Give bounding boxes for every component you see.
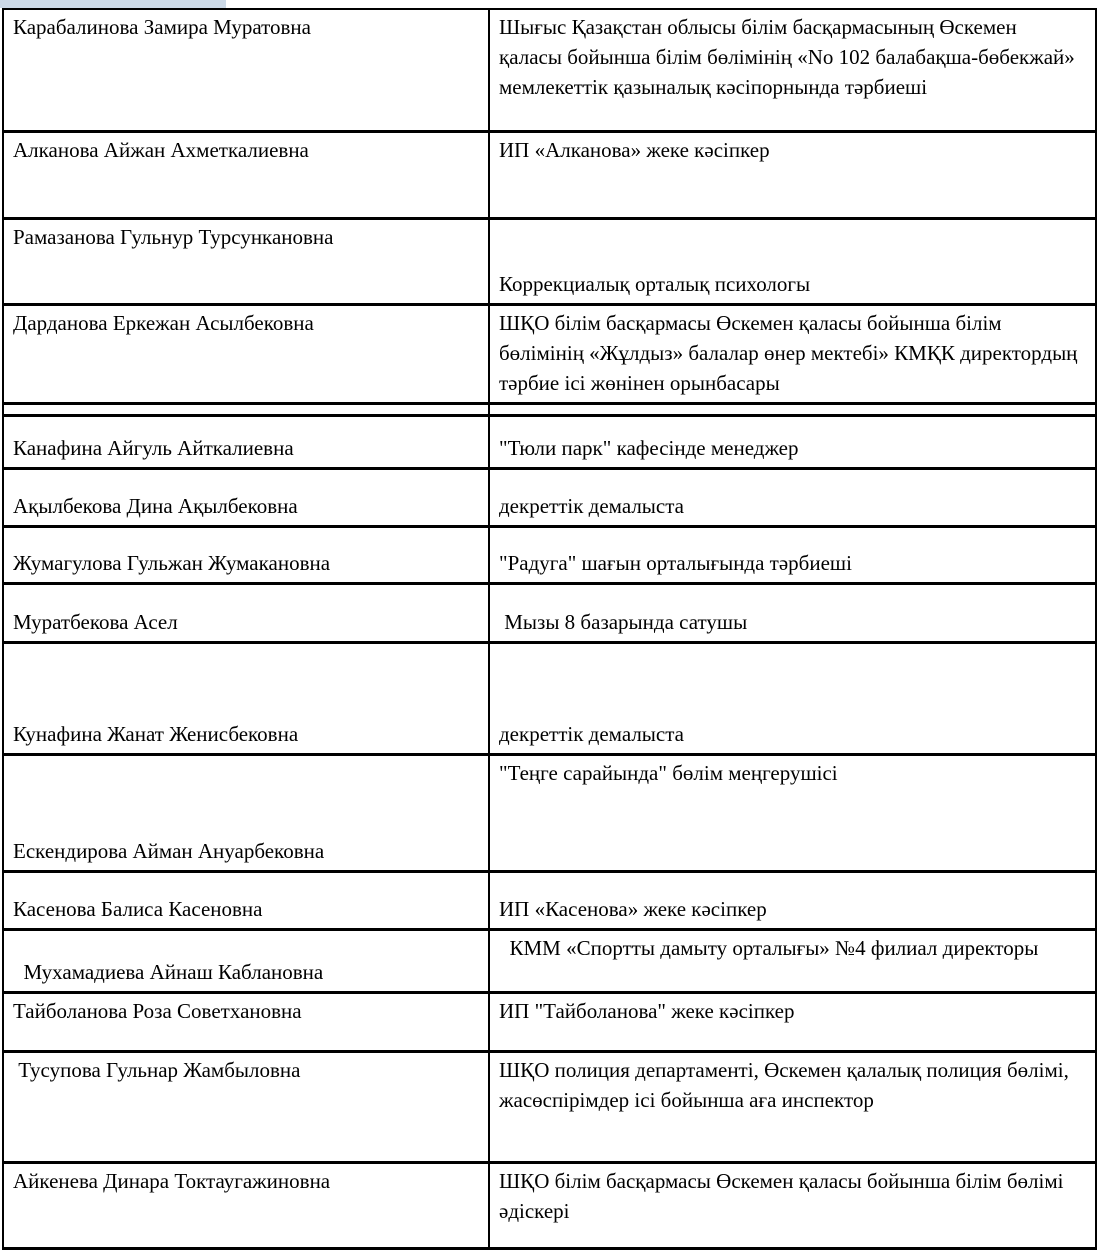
position-cell: ИП «Алканова» жеке кәсіпкер	[489, 131, 1096, 218]
table-row	[3, 1051, 1096, 1162]
position-cell: декреттік демалыста	[489, 642, 1096, 754]
position-cell: декреттік демалыста	[489, 468, 1096, 526]
position-cell: ШҚО полиция департаменті, Өскемен қалалық полиция бөлімі, жасөспірімдер ісі бойынша аға инспектор	[489, 1051, 1096, 1162]
table-row	[3, 415, 1096, 468]
position-cell: ШҚО білім басқармасы Өскемен қаласы бойынша білім бөлімінің «Жұлдыз» балалар өнер мектебі» КМҚК директордың тәрбие ісі жөнінен орынбасары	[489, 304, 1096, 403]
table-row-spacer	[3, 403, 1096, 415]
position-cell	[489, 403, 1096, 415]
position-cell: Мызы 8 базарында сатушы	[489, 583, 1096, 642]
position-cell: ШҚО білім басқармасы Өскемен қаласы бойынша білім бөлімі әдіскері	[489, 1162, 1096, 1249]
name-cell: Ескендирова Айман Ануарбековна	[3, 754, 489, 871]
name-cell: Муратбекова Асел	[3, 583, 489, 642]
table-row	[3, 468, 1096, 526]
position-cell: Шығыс Қазақстан облысы білім басқармасының Өскемен қаласы бойынша білім бөлімінің «No 102 балабақша-бөбекжай» мемлекеттік қазыналық кәсіпорнында тәрбиеші	[489, 9, 1096, 131]
table-row	[3, 1162, 1096, 1249]
table-row	[3, 583, 1096, 642]
name-cell: Тусупова Гульнар Жамбыловна	[3, 1051, 489, 1162]
table-row	[3, 929, 1096, 992]
name-cell: Дарданова Еркежан Асылбековна	[3, 304, 489, 403]
table-row	[3, 304, 1096, 403]
name-cell: Рамазанова Гульнур Турсункановна	[3, 218, 489, 304]
name-cell: Мухамадиева Айнаш Каблановна	[3, 929, 489, 992]
name-cell: Кунафина Жанат Женисбековна	[3, 642, 489, 754]
table-row	[3, 218, 1096, 304]
position-cell: ИП "Тайболанова" жеке кәсіпкер	[489, 992, 1096, 1051]
table-row	[3, 754, 1096, 871]
name-cell: Алканова Айжан Ахметкалиевна	[3, 131, 489, 218]
position-cell: "Теңге сарайында" бөлім меңгерушісі	[489, 754, 1096, 871]
position-cell: КММ «Спортты дамыту орталығы» №4 филиал директоры	[489, 929, 1096, 992]
name-cell: Айкенева Динара Токтаугажиновна	[3, 1162, 489, 1249]
name-cell	[3, 403, 489, 415]
position-cell: "Тюли парк" кафесінде менеджер	[489, 415, 1096, 468]
name-cell: Жумагулова Гульжан Жумакановна	[3, 526, 489, 583]
table-row	[3, 642, 1096, 754]
table-row	[3, 992, 1096, 1051]
position-cell: "Радуга" шағын орталығында тәрбиеші	[489, 526, 1096, 583]
table-row	[3, 526, 1096, 583]
employment-table	[2, 8, 1097, 1250]
selection-highlight-strip	[0, 0, 226, 8]
name-cell: Касенова Балиса Касеновна	[3, 871, 489, 929]
name-cell: Канафина Айгуль Айткалиевна	[3, 415, 489, 468]
position-cell: Коррекциалық орталық психологы	[489, 218, 1096, 304]
table-row	[3, 9, 1096, 131]
name-cell: Карабалинова Замира Муратовна	[3, 9, 489, 131]
table-row	[3, 871, 1096, 929]
name-cell: Тайболанова Роза Советхановна	[3, 992, 489, 1051]
position-cell: ИП «Касенова» жеке кәсіпкер	[489, 871, 1096, 929]
name-cell: Ақылбекова Дина Ақылбековна	[3, 468, 489, 526]
table-row	[3, 131, 1096, 218]
